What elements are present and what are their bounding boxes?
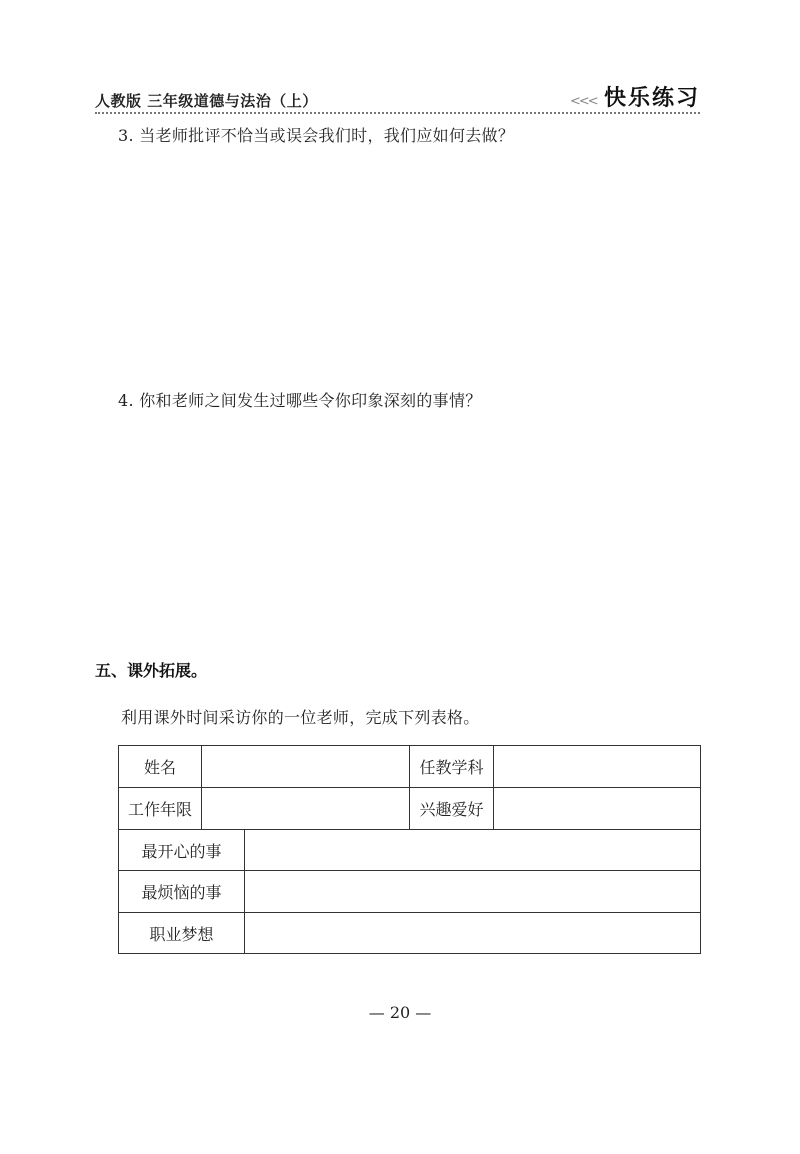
page-number: — 20 — (368, 1003, 432, 1022)
hobbies-label: 兴趣爱好 (409, 787, 494, 830)
name-field[interactable] (201, 745, 410, 788)
header-dotted-divider (95, 112, 700, 114)
interview-table (118, 745, 701, 954)
subject-field[interactable] (493, 745, 701, 788)
happiest-thing-label: 最开心的事 (118, 829, 245, 871)
years-field[interactable] (201, 787, 410, 830)
troubling-thing-field[interactable] (244, 870, 701, 913)
book-edition-label: 人教版 三年级道德与法治（上） (95, 92, 318, 110)
page-header (95, 78, 700, 114)
section-instruction: 利用课外时间采访你的一位老师，完成下列表格。 (121, 708, 480, 727)
career-dream-label: 职业梦想 (118, 912, 245, 954)
question-3: 3. 当老师批评不恰当或误会我们时，我们应如何去做？ (118, 126, 515, 145)
career-dream-field[interactable] (244, 912, 701, 954)
troubling-thing-label: 最烦恼的事 (118, 870, 245, 913)
subject-label: 任教学科 (409, 745, 494, 788)
chevrons-decoration: <<< (570, 94, 597, 109)
section-brand-title: 快乐练习 (603, 86, 700, 111)
name-label: 姓名 (118, 745, 202, 788)
question-4: 4. 你和老师之间发生过哪些令你印象深刻的事情？ (118, 391, 482, 410)
happiest-thing-field[interactable] (244, 829, 701, 871)
section-title: 五、课外拓展。 (95, 661, 208, 680)
hobbies-field[interactable] (493, 787, 701, 830)
years-label: 工作年限 (118, 787, 202, 830)
